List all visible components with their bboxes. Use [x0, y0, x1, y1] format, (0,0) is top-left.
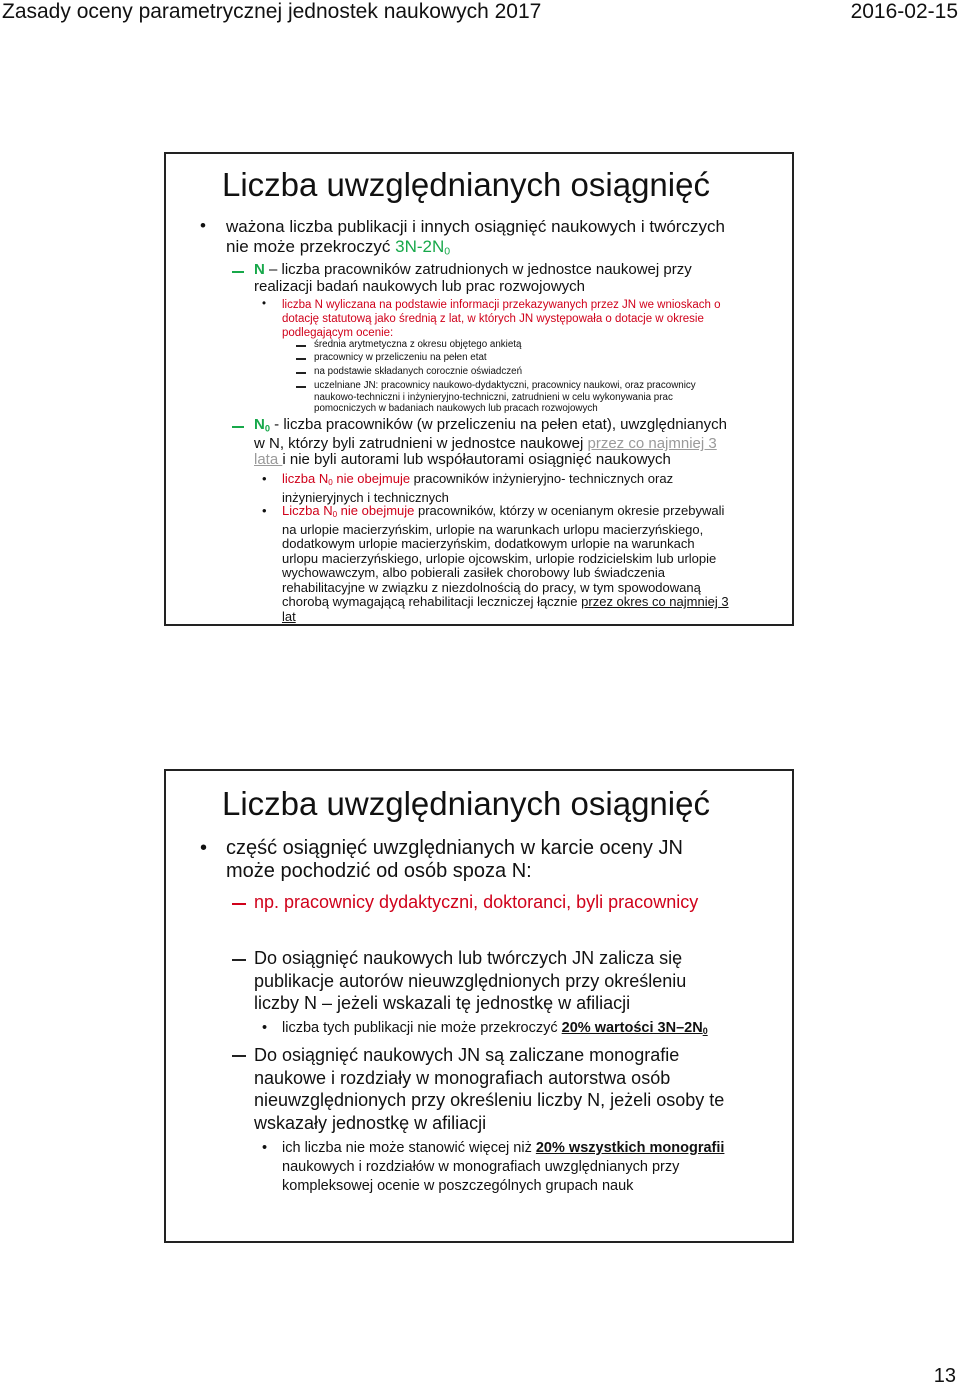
bullet-dot: •	[200, 216, 206, 235]
slide-2-bullet-1: część osiągnięć uwzględnianych w karcie oceny JN może pochodzić od osób spoza N:	[226, 837, 683, 882]
monographs-rule: Do osiągnięć naukowych JN są zaliczane monografie naukowe i rozdziały w monografiach autorstwa osób nieuwzględnionych przy określeniu liczby N, jeżeli osoby te wskazały jednostkę w afiliacji	[254, 1045, 725, 1133]
n-definition: N – liczba pracowników zatrudnionych w jednostce naukowej przy realizacji badań naukowych lub prac rozwojowych	[254, 261, 692, 295]
bullet-dot: •	[262, 503, 267, 518]
bullet-dot: •	[262, 298, 267, 310]
dash-marker	[296, 345, 306, 347]
slide-1-title: Liczba uwzględnianych osiągnięć	[222, 166, 710, 203]
formula-3n-2n0: $3N-2N_0$	[395, 237, 451, 258]
dash-item-statements: na podstawie składanych corocznie oświadczeń	[314, 366, 523, 377]
dash-marker	[296, 372, 306, 374]
monographs-limit: ich liczba nie może stanowić więcej niż 20% wszystkich monografii naukowych i rozdziałów w monografiach uwzględnianych przy kompleksowej ocenie w poszczególnych grupach nauk	[282, 1140, 725, 1194]
bullet-dot: •	[200, 837, 208, 859]
bullet-dot: •	[262, 1140, 268, 1156]
dash-item-university: uczelniane JN: pracownicy naukowo-dydaktyczni, pracownicy naukowi, oraz pracownicy naukowo-techniczni i inżynieryjno-techniczni, zatrudnieni w celu wykonywania prac pomocniczych w badaniach naukowych lub pracach rozwojowych	[314, 380, 696, 414]
dash-item-average: średnia arytmetyczna z okresu objętego ankietą	[314, 339, 522, 350]
slide-1-bullet-1: ważona liczba publikacji i innych osiągnięć naukowych i twórczych nie może przekroczyć $3N-2N_0$	[226, 217, 725, 258]
publications-rule: Do osiągnięć naukowych lub twórczych JN zalicza się publikacje autorów nieuwzględnionych przy określeniu liczby N – jeżeli wskazali tę jednostkę w afiliacji	[254, 948, 687, 1013]
n-calculation-note: liczba N wyliczana na podstawie informacji przekazywanych przez JN we wnioskach o dotację statutową jako średnią z lat, w których JN występowała o dotacje w okresie podlegającym ocenie:	[282, 299, 721, 339]
dash-marker	[232, 426, 244, 428]
example-list: np. pracownicy dydaktyczni, doktoranci, byli pracownicy	[254, 892, 699, 912]
page-number: 13	[933, 1365, 956, 1387]
dash-marker	[232, 1055, 246, 1057]
document-header-title: Zasady oceny parametrycznej jednostek naukowych 2017	[2, 0, 542, 23]
dash-marker	[296, 386, 306, 388]
n0-exclusion-1: liczba $N_0$ nie obejmuje pracowników inżynieryjno- technicznych oraz inżynieryjnych i technicznych	[282, 471, 674, 505]
bullet-dot: •	[262, 471, 267, 486]
dash-marker	[232, 903, 246, 905]
dash-marker	[232, 271, 244, 273]
slide-1	[164, 152, 794, 626]
slide-2-title: Liczba uwzględnianych osiągnięć	[222, 785, 710, 822]
n0-exclusion-2: Liczba $N_0$ nie obejmuje pracowników, którzy w ocenianym okresie przebywali na urlopie macierzyńskim, urlopie na warunkach urlopu macierzyńskiego, dodatkowym urlopie macierzyńskim, dodatkowym urlopie na warunkach urlopu macierzyńskiego, urlopie ojcowskim, urlopie rodzicielskim lub urlopie wychowawczym, albo pobierali zasiłek chorobowy lub świadczenia rehabilitacyjne w związku z niezdolnością do pracy, w tym spowodowaną chorobą wymagającą rehabilitacji leczniczej łącznie przez okres co najmniej 3 lat	[282, 503, 729, 624]
document-header-date: 2016-02-15	[850, 0, 958, 23]
dash-item-fulltime: pracownicy w przeliczeniu na pełen etat	[314, 352, 487, 363]
dash-marker	[232, 959, 246, 961]
publications-limit: liczba tych publikacji nie może przekroczyć 20% wartości $3N-2N_0$	[282, 1020, 708, 1037]
dash-marker	[296, 358, 306, 360]
n0-definition: $N_0$ - liczba pracowników (w przeliczeniu na pełen etat), uwzględnianych w N, którzy byli zatrudnieni w jednostce naukowej przez co najmniej 3 lata i nie byli autorami lub współautorami osiągnięć naukowych	[254, 416, 727, 469]
bullet-dot: •	[262, 1020, 268, 1036]
slide-2	[164, 769, 794, 1243]
